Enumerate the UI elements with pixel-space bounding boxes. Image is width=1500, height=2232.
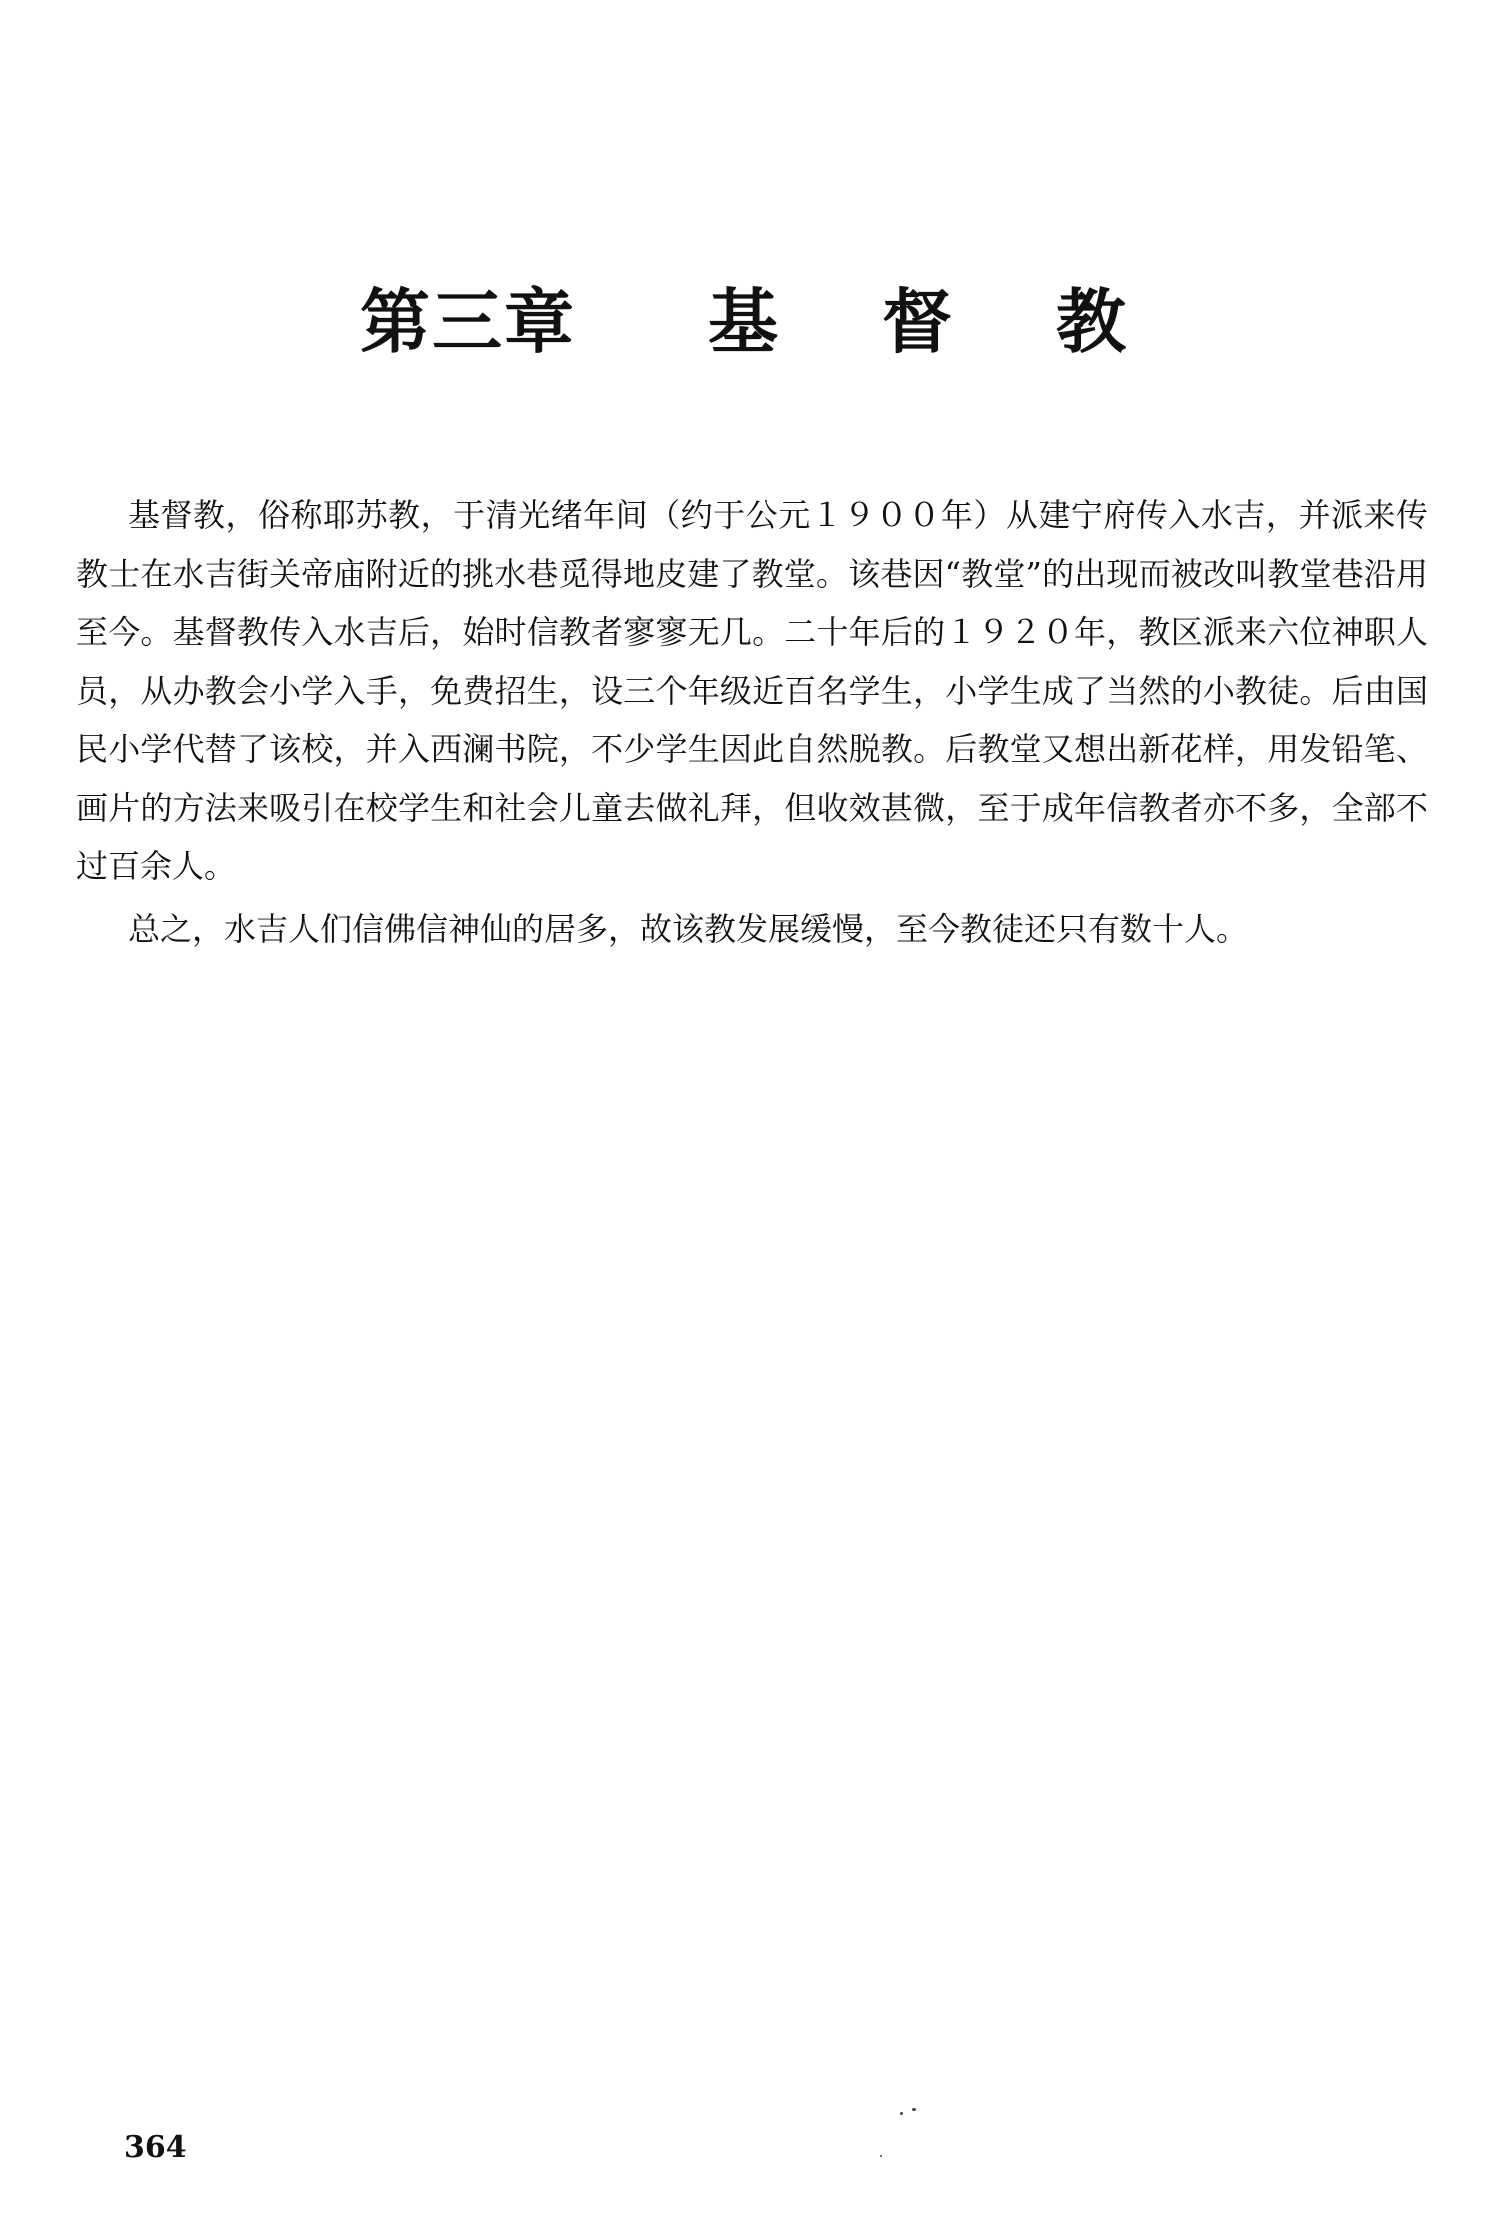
- page-number: 364: [124, 2130, 187, 2165]
- scan-speck: [912, 2108, 916, 2111]
- chapter-title-char: 督: [882, 280, 954, 363]
- chapter-number: 第三章: [360, 280, 576, 363]
- chapter-title-char: 教: [1056, 280, 1128, 363]
- paragraph: 总之，水吉人们信佛信神仙的居多，故该教发展缓慢，至今教徒还只有数十人。: [128, 909, 1249, 948]
- scan-speck: [880, 2155, 882, 2157]
- paragraph: 基督教，俗称耶苏教，于清光绪年间（约于公元１９００年）从建宁府传入水吉，并派来传教士在水吉街关帝庙附近的挑水巷觅得地皮建了教堂。该巷因“教堂”的出现而被改叫教堂巷沿用至今。基督教传入水吉后，始时信教者寥寥无几。二十年后的１９２０年，教区派来六位神职人员，从办教会小学入手，免费招生，设三个年级近百名学生，小学生成了当然的小教徒。后由国民小学代替了该校，并入西澜书院，不少学生因此自然脱教。后教堂又想出新花样，用发铅笔、画片的方法来吸引在校学生和社会儿童去做礼拜，但收效甚微，至于成年信教者亦不多，全部不过百余人。: [76, 496, 1428, 885]
- body-text: [76, 486, 1428, 958]
- chapter-title-char: 基: [708, 280, 780, 363]
- chapter-title: [360, 282, 1140, 362]
- scan-speck: [900, 2112, 903, 2115]
